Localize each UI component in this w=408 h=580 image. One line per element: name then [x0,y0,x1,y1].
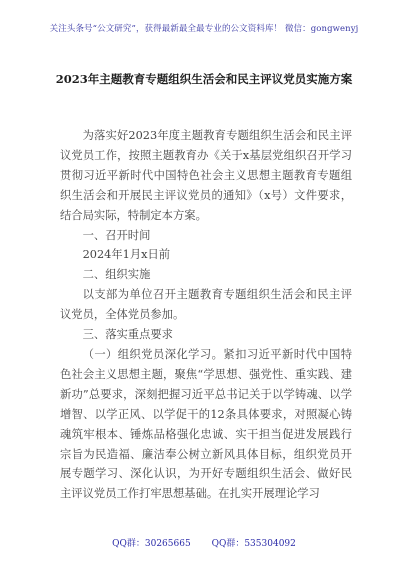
page-title: 2023年主题教育专题组织生活会和民主评议党员实施方案 [55,72,353,86]
section-heading-organization: 二、组织实施 [82,268,151,282]
section-text-requirements: （一）组织党员深化学习。紧扣习近平新时代中国特色社会主义思想主题，聚焦“学思想、强党性、重实践、建新功”总要求，深刻把握习近平总书记关于以学铸魂、以学增智、以学正风、以学促干的12条具体要求，对照凝心铸魂筑牢根本、锤炼品格强化忠诚、实干担当促进发展践行宗旨为民造福、廉洁奉公树立新风具体目标，组织党员开展专题学习、深化认识，为开好专题组织生活会、做好民主评议党员工作打牢思想基础。在扎实开展理论学习 [60,347,352,501]
section-text-time: 2024年1月x日前 [82,248,171,262]
promo-banner: 关注头条号“公文研究”，获得最新最全最专业的公文资料库！ 微信：gongwenyj [49,24,359,34]
intro-paragraph: 为落实好2023年度主题教育专题组织生活会和民主评议党员工作，按照主题教育办《关于x基层党组织召开学习贯彻习近平新时代中国特色社会主义思想主题教育专题组织生活会和开展民主评议党员的通知》（x号）文件要求，结合局实际，特制定本方案。 [60,129,352,222]
footer-contacts [0,536,408,549]
section-text-organization: 以支部为单位召开主题教育专题组织生活会和民主评议党员，全体党员参加。 [60,288,352,322]
qq-group-1: QQ群：30265665 [112,539,191,549]
section-heading-requirements: 三、落实重点要求 [82,328,173,342]
section-heading-time: 一、召开时间 [82,228,151,242]
qq-group-2: QQ群：535304092 [211,539,296,549]
document-body [60,126,352,504]
